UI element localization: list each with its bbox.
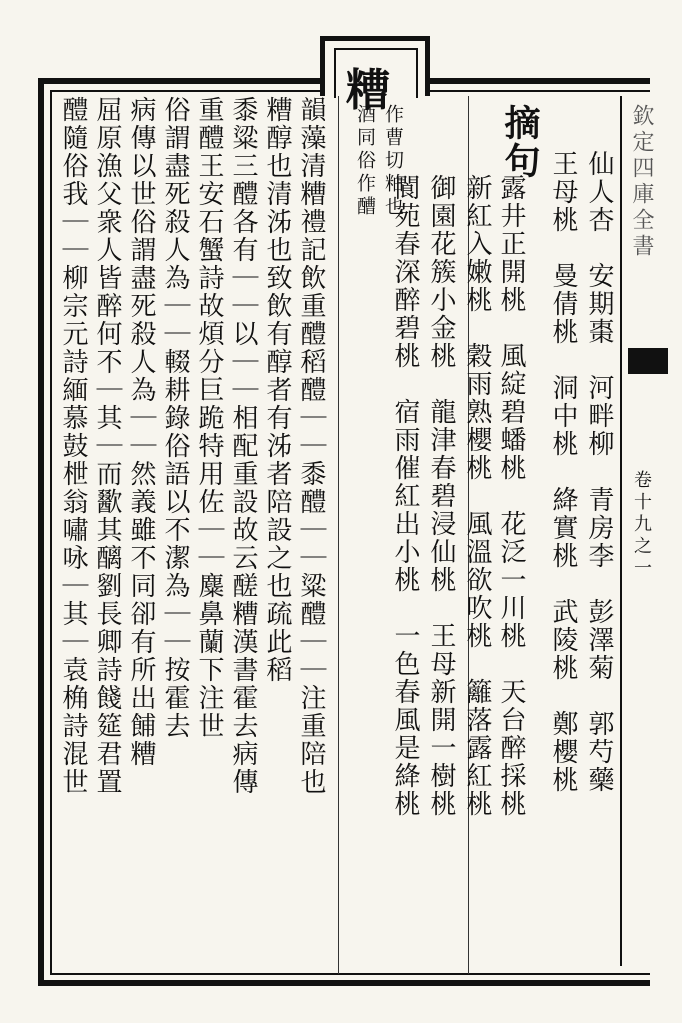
text-column-13: 屈原漁父衆人皆醉何不｜其｜而歠其醨劉長卿詩餞筵君置 bbox=[92, 96, 122, 796]
annotation-column-1: 作曹切粕也 bbox=[382, 104, 404, 219]
text-column-10: 重醴王安石蟹詩故煩分巨跪特用佐｜｜麋鼻蘭下注世 bbox=[194, 96, 224, 740]
text-column-7: 韻藻清糟禮記飲重醴稻醴｜｜黍醴｜｜粱醴｜｜注重陪也 bbox=[296, 96, 326, 796]
text-column-4: 新紅入嫩桃 穀雨熟櫻桃 風溫欲吹桃 籬落露紅桃 bbox=[462, 174, 492, 818]
text-column-3: 露井正開桃 風綻碧蟠桃 花泛一川桃 天台醉採桃 bbox=[496, 174, 526, 818]
text-column-5: 御園花簇小金桃 龍津春碧浸仙桃 王母新開一樹桃 bbox=[426, 174, 456, 818]
text-column-9: 黍粱三醴各有｜｜以｜｜相配重設故云醝糟漢書霍去病傳 bbox=[228, 96, 258, 796]
volume-label: 卷十九之一 bbox=[631, 470, 652, 580]
section-heading-zhaiju: 摘句 bbox=[499, 104, 541, 180]
text-column-14: 醴隨俗我｜｜柳宗元詩緬慕鼓枻翁嘯咏｜其｜袁桷詩混世 bbox=[58, 96, 88, 796]
text-column-2: 王母桃 曼倩桃 洞中桃 絳實桃 武陵桃 鄭櫻桃 bbox=[548, 150, 578, 794]
text-column-12: 病傳以世俗謂盡死殺人為｜｜然義雖不同卻有所出餔糟 bbox=[126, 96, 156, 768]
text-column-1: 仙人杏 安期棗 河畔柳 青房李 彭澤菊 郭芍藥 bbox=[584, 150, 614, 794]
text-column-6: 閬苑春深醉碧桃 宿雨催紅出小桃 一色春風是絳桃 bbox=[390, 174, 420, 818]
running-title: 欽定四庫全書 bbox=[629, 104, 654, 260]
heading-tab-character: 糟 bbox=[346, 65, 390, 116]
text-column-8: 糟醇也清泲也致飲有醇者有泲者陪設之也疏此稻 bbox=[262, 96, 292, 684]
annotation-column-2: 酒同俗作醩 bbox=[354, 104, 376, 219]
column-rule bbox=[338, 96, 339, 974]
text-column-11: 俗謂盡死殺人為｜｜輟耕錄俗語以不潔為｜｜按霍去 bbox=[160, 96, 190, 740]
margin-fish-tail bbox=[628, 348, 668, 374]
